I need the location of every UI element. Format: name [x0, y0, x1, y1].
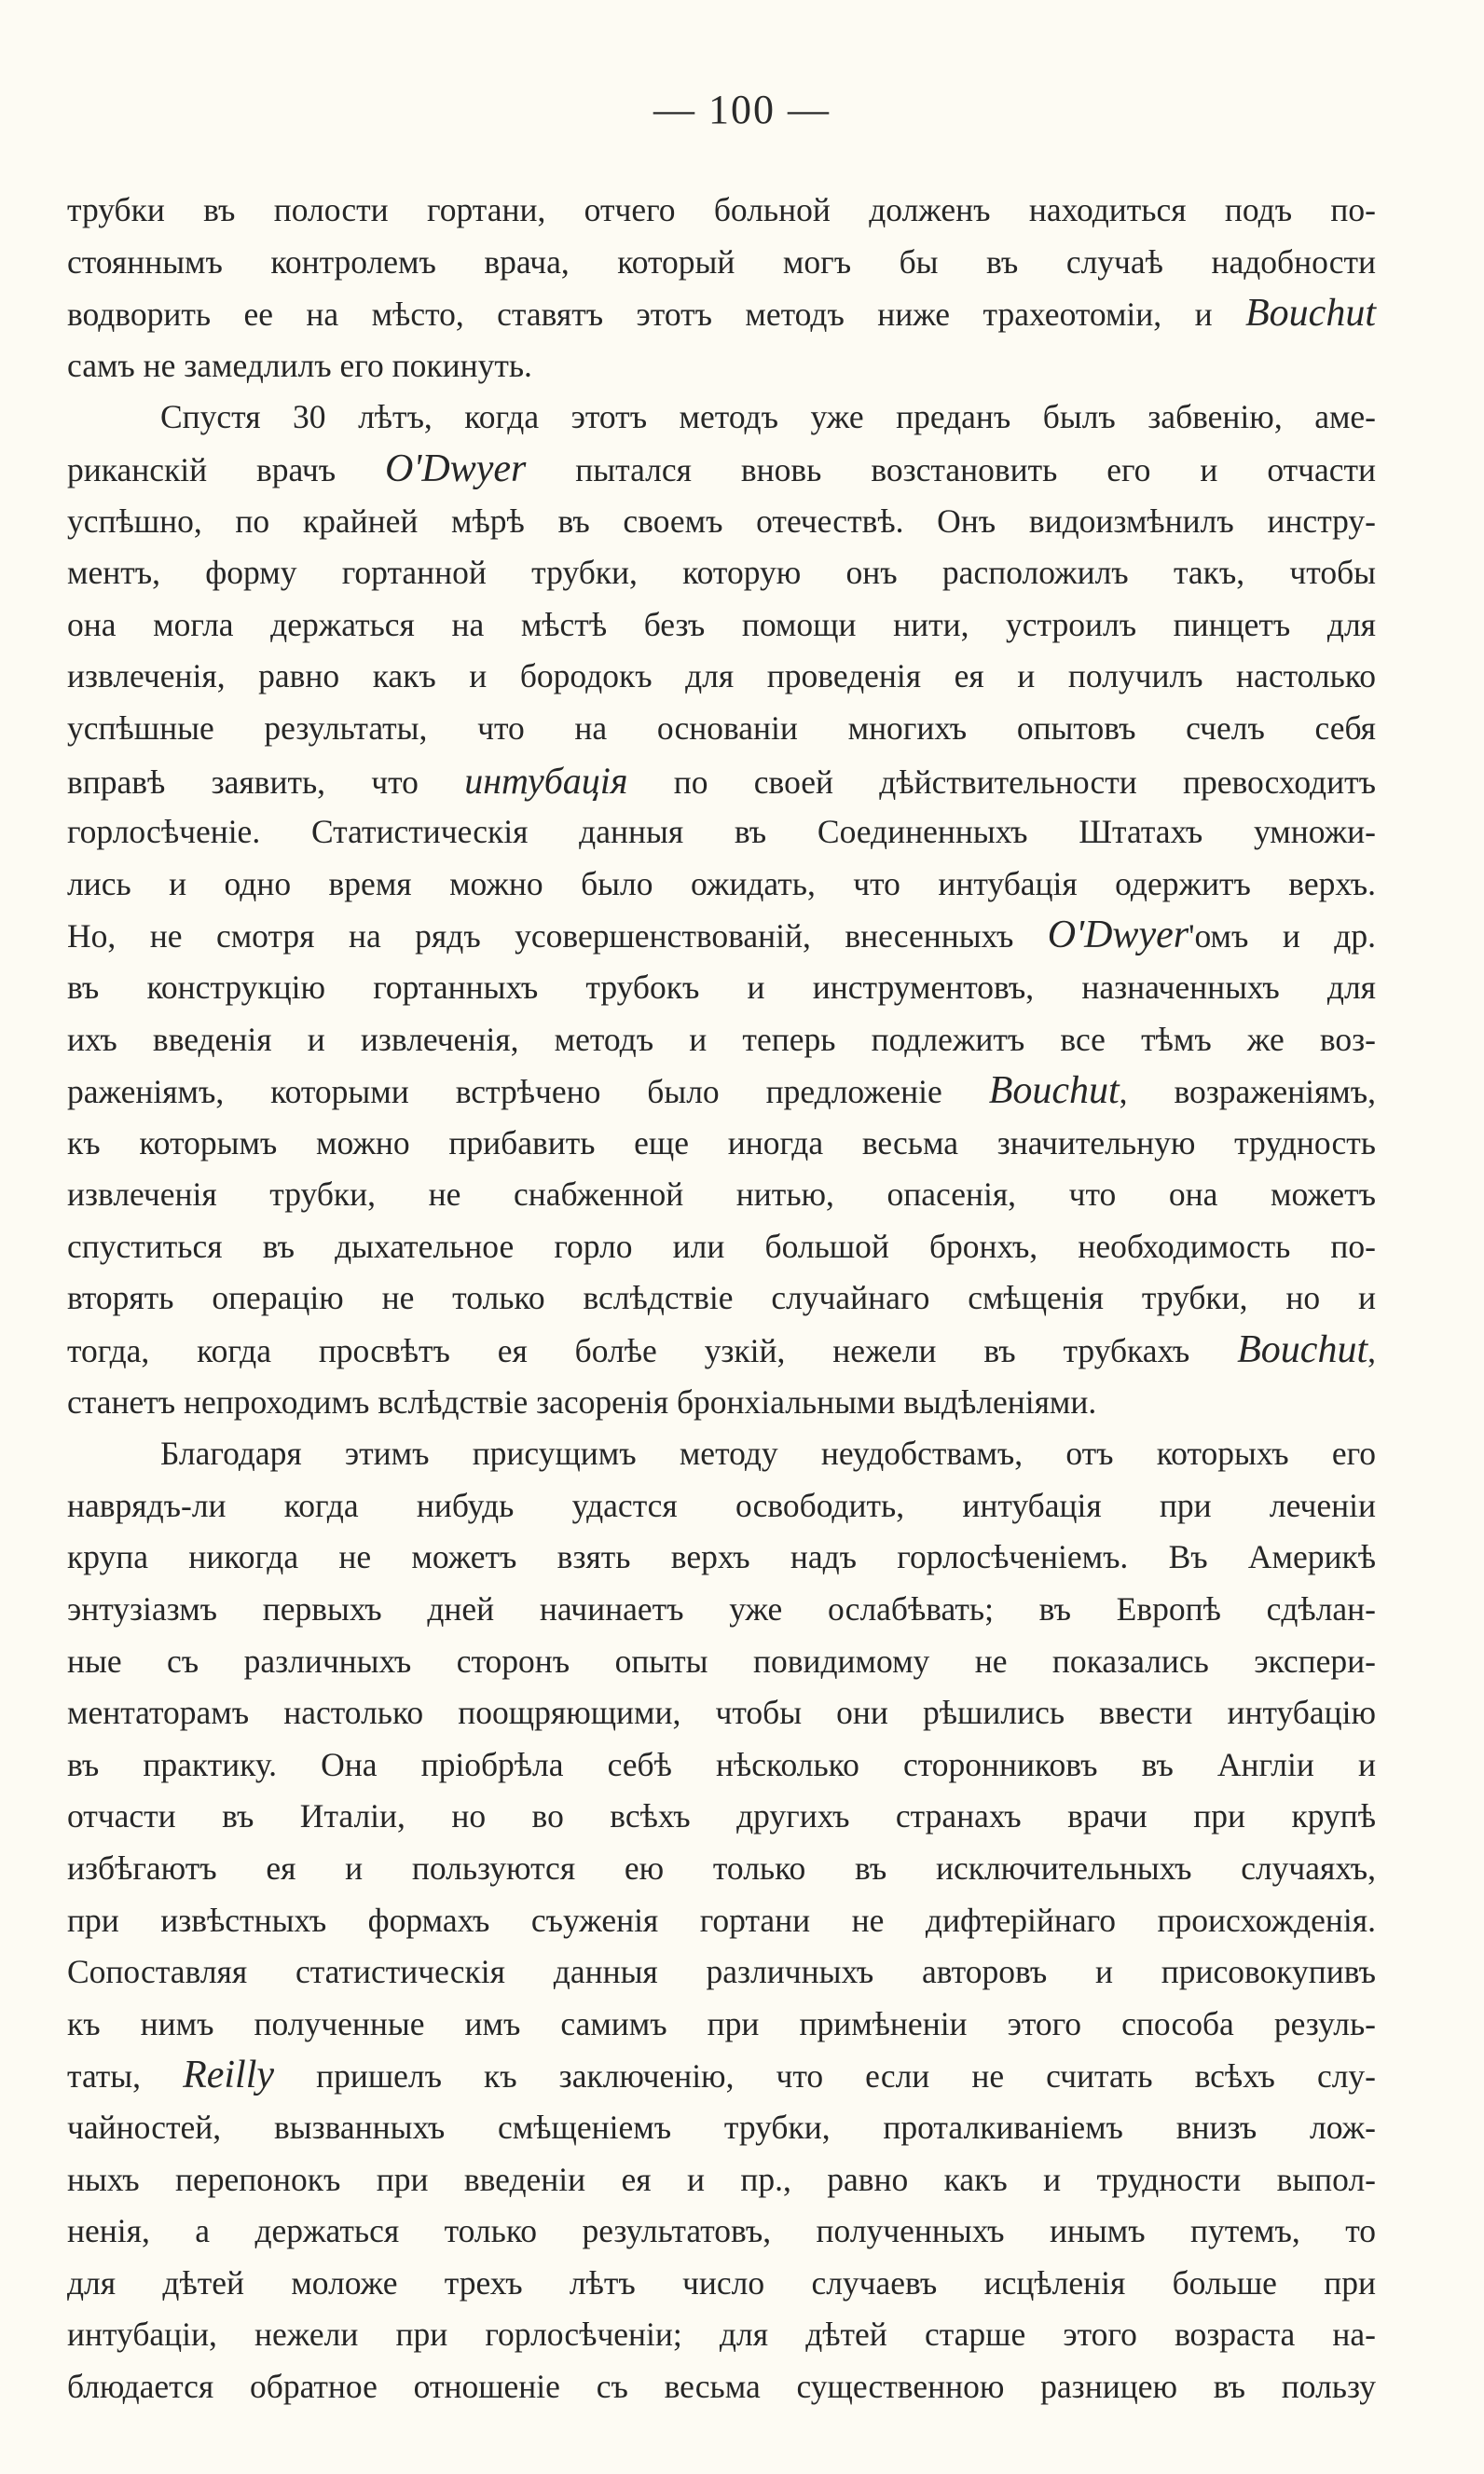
text-line [67, 1636, 1376, 1688]
line-text: тогда, когда просвѣтъ ея болѣе узкій, нежели въ трубкахъ [67, 1332, 1238, 1370]
author-name: O'Dwyer [1047, 914, 1189, 957]
line-text: наврядъ-ли когда нибудь удастся освободить, интубація при леченіи [67, 1486, 1376, 1524]
text-line [67, 2361, 1376, 2413]
line-text: она могла держаться на мѣстѣ безъ помощи нити, устроилъ пинцетъ для [67, 605, 1376, 643]
text-line [67, 703, 1376, 755]
line-text: самъ не замедлилъ его покинуть. [67, 346, 532, 384]
line-text: ненія, а держаться только результатовъ, полученныхъ инымъ путемъ, то [67, 2212, 1376, 2250]
line-text: трубки въ полости гортани, отчего больной долженъ находиться подъ по- [67, 191, 1376, 228]
line-text: крупа никогда не можетъ взять верхъ надъ горлосѣченіемъ. Въ Америкѣ [67, 1538, 1376, 1576]
author-name: Bouchut [1237, 1328, 1368, 1372]
line-text: отчасти въ Италіи, но во всѣхъ другихъ странахъ врачи при крупѣ [67, 1797, 1376, 1835]
text-line [67, 962, 1376, 1014]
text-line [67, 1946, 1376, 1999]
text-line [67, 444, 1376, 496]
line-text: вправѣ заявить, что [67, 763, 465, 801]
text-line [67, 547, 1376, 599]
text-line [67, 806, 1376, 859]
text-line [67, 392, 1376, 444]
line-text: ментъ, форму гортанной трубки, которую онъ расположилъ такъ, чтобы [67, 554, 1376, 592]
line-text: Спустя 30 лѣтъ, когда этотъ методъ уже преданъ былъ забвенію, аме- [160, 398, 1376, 436]
text-line [67, 340, 1376, 392]
text-line [67, 2050, 1376, 2102]
line-text: горлосѣченіе. Статистическія данныя въ Соединенныхъ Штатахъ умножи- [67, 813, 1376, 851]
text-line [67, 2154, 1376, 2206]
text-line [67, 496, 1376, 548]
text-line [67, 1065, 1376, 1118]
text-line [67, 2258, 1376, 2310]
text-line [67, 288, 1376, 340]
line-text: ментаторамъ настолько поощряющими, чтобы они рѣшились ввести интубацію [67, 1694, 1376, 1732]
text-line [67, 2206, 1376, 2258]
text-line [67, 1895, 1376, 1947]
text-line [67, 1480, 1376, 1533]
line-text: къ которымъ можно прибавить еще иногда весьма значительную трудность [67, 1123, 1376, 1161]
line-text: спуститься въ дыхательное горло или большой бронхъ, необходимость по- [67, 1227, 1376, 1265]
text-line [67, 1325, 1376, 1377]
text-line [67, 859, 1376, 911]
line-text: пытался вновь возстановить его и отчасти [526, 450, 1376, 488]
line-text: таты, [67, 2057, 184, 2096]
text-line [67, 1584, 1376, 1636]
line-text: риканскій врачъ [67, 450, 386, 488]
author-name: O'Dwyer [385, 447, 527, 490]
line-text: успѣшно, по крайней мѣрѣ въ своемъ отечествѣ. Онъ видоизмѣнилъ инстру- [67, 502, 1376, 540]
line-text: Благодаря этимъ присущимъ методу неудобствамъ, отъ которыхъ его [160, 1435, 1376, 1473]
line-text: для дѣтей моложе трехъ лѣтъ число случаевъ исцѣленія больше при [67, 2263, 1376, 2302]
author-name: Reilly [183, 2054, 275, 2097]
line-text: по своей дѣйствительности превосходитъ [627, 763, 1376, 801]
line-text: раженіямъ, которыми встрѣчено было предложеніе [67, 1073, 989, 1111]
line-text: Сопоставляя статистическія данныя различныхъ авторовъ и присовокупивъ [67, 1953, 1376, 1991]
author-name: Bouchut [988, 1069, 1120, 1113]
line-text: въ конструкцію гортанныхъ трубокъ и инструментовъ, назначенныхъ для [67, 968, 1376, 1006]
text-line [67, 1739, 1376, 1792]
line-text: вторять операцію не только вслѣдствіе случайнаго смѣщенія трубки, но и [67, 1279, 1376, 1317]
text-line [67, 2309, 1376, 2361]
text-line [67, 651, 1376, 703]
line-text: водворить ее на мѣсто, ставятъ этотъ методъ ниже трахеотоміи, и [67, 296, 1246, 334]
line-text: 'омъ и др. [1189, 917, 1376, 955]
line-text: при извѣстныхъ формахъ съуженія гортани не дифтерійнаго происхожденія. [67, 1901, 1376, 1939]
text-line [67, 2102, 1376, 2154]
line-text: лись и одно время можно было ожидать, что интубація одержитъ верхъ. [67, 864, 1376, 902]
line-text: Но, не смотря на рядъ усовершенствованій, внесенныхъ [67, 917, 1048, 955]
text-line [67, 1687, 1376, 1739]
line-text: въ практику. Она пріобрѣла себѣ нѣсколько сторонниковъ въ Англіи и [67, 1745, 1376, 1783]
line-text: блюдается обратное отношеніе съ весьма существенною разницею въ пользу [67, 2367, 1376, 2405]
text-line [67, 599, 1376, 652]
line-text: ныхъ перепонокъ при введеніи ея и пр., равно какъ и трудности выпол- [67, 2160, 1376, 2198]
line-text: интубаціи, нежели при горлосѣченіи; для дѣтей старше этого возраста на- [67, 2316, 1376, 2354]
text-line [67, 1843, 1376, 1895]
line-text: энтузіазмъ первыхъ дней начинаетъ уже ослабѣвать; въ Европѣ сдѣлан- [67, 1590, 1376, 1629]
text-line [67, 910, 1376, 962]
text-line [67, 1221, 1376, 1273]
body-text [67, 185, 1376, 2413]
line-text: избѣгаютъ ея и пользуются ею только въ исключительныхъ случаяхъ, [67, 1849, 1376, 1887]
line-text: извлеченія, равно какъ и бородокъ для проведенія ея и получилъ настолько [67, 657, 1376, 695]
text-line [67, 755, 1376, 807]
text-line [67, 1999, 1376, 2051]
line-text: , [1367, 1332, 1376, 1370]
emphasized-term: интубація [464, 759, 628, 802]
text-line [67, 1118, 1376, 1170]
line-text: ные съ различныхъ сторонъ опыты повидимому не показались экспери- [67, 1642, 1376, 1680]
text-line [67, 1428, 1376, 1480]
text-line [67, 1532, 1376, 1584]
line-text: успѣшные результаты, что на основаніи многихъ опытовъ счелъ себя [67, 708, 1376, 747]
line-text: чайностей, вызванныхъ смѣщеніемъ трубки, проталкиваніемъ внизъ лож- [67, 2108, 1376, 2146]
line-text: извлеченія трубки, не снабженной нитью, опасенія, что она можетъ [67, 1175, 1376, 1214]
text-line [67, 1272, 1376, 1325]
line-text: къ нимъ полученные имъ самимъ при примѣненіи этого способа резуль- [67, 2004, 1376, 2042]
text-line [67, 237, 1376, 289]
author-name: Bouchut [1245, 292, 1376, 336]
line-text: ихъ введенія и извлеченія, методъ и теперь подлежитъ все тѣмъ же воз- [67, 1020, 1376, 1058]
line-text: пришелъ къ заключенію, что если не считать всѣхъ слу- [274, 2057, 1376, 2096]
page-number: — 100 — [653, 87, 831, 132]
text-line [67, 1791, 1376, 1843]
text-line [67, 1377, 1376, 1429]
text-line [67, 1014, 1376, 1066]
line-text: стояннымъ контролемъ врача, который могъ бы въ случаѣ надобности [67, 242, 1376, 281]
line-text: , возраженіямъ, [1119, 1073, 1376, 1111]
line-text: станетъ непроходимъ вслѣдствіе засоренія бронхіальными выдѣленіями. [67, 1382, 1097, 1421]
text-line [67, 1169, 1376, 1221]
text-line [67, 185, 1376, 237]
